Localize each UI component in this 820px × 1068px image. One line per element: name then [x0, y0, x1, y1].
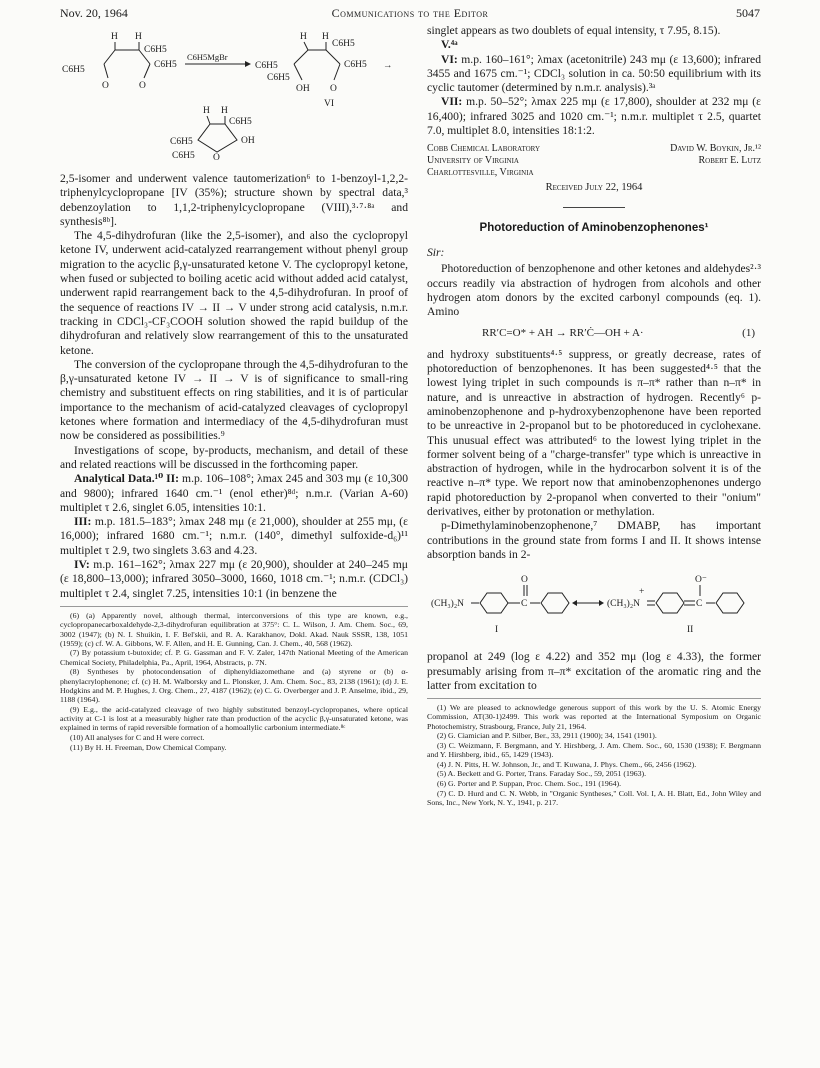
section-heading: Analytical Data.¹⁰	[74, 472, 164, 486]
received-date: Received July 22, 1964	[545, 182, 643, 194]
dimethylamino-group: (CH₃)₂N	[431, 599, 465, 610]
paragraph: Investigations of scope, by-products, mechanism, and detail of these and related reactions will be discussed in the forthcoming paper.	[60, 443, 408, 471]
oxide-anion: O⁻	[695, 575, 707, 586]
footnote: (6) G. Porter and P. Suppan, Proc. Chem. Soc., 191 (1964).	[437, 778, 622, 788]
analytical-data-IV	[60, 558, 408, 601]
footnote: (9) E.g., the acid-catalyzed cleavage of two highly substituted benzoyl-cyclopropanes, where optical activity at C-1 is lost at a measurably higher rate than production of the acyclic β,γ-unsaturated ketone, was explained in terms of rapid reversible formation of a homoallylic carbonium intermediate.⁸ᶜ	[60, 704, 408, 733]
compound-V	[427, 38, 761, 52]
footnote: (1) We are pleased to acknowledge generous support of this work by the U. S. Atomic Energy Commission, AT(30-1)2499. This work was reported at the International Symposium on Organic Photochemistry, Strasbourg, France, July 21, 1964.	[427, 703, 761, 731]
affiliation-line: Cobb Chemical Laboratory	[427, 143, 540, 155]
analytical-text: m.p. 181.5–183°; λmax 248 mμ (ε 21,000), shoulder at 255 mμ, (ε 16,000); infrared 1680 cm.⁻¹; n.m.r. (140°, dimethyl sulfoxide-d₆)¹¹ multiplet τ 2.9, two singlets 3.63 and 4.23.	[60, 515, 409, 557]
benzene-ring	[716, 593, 744, 613]
section-divider	[563, 207, 625, 208]
salutation: Sir:	[427, 245, 445, 259]
struct-phenyl: C6H5	[344, 60, 367, 70]
footnote: (8) Syntheses by photocondensation of diphenyldiazomethane and (a) styrene or (b) α-phenylacrylophenone; cf. (c) H. M. Walborsky and L. Plonsker, J. Am. Chem. Soc., 83, 2138 (1961); (d) J. E. Hodgkins and M. P. Hughes, J. Org. Chem., 27, 4187 (1962); (e) C. G. Overberger and J. P. Anselme, ibid., 29, 1188 (1964).	[60, 667, 408, 705]
carbanion-carbon: C	[696, 599, 703, 610]
struct-h: H	[111, 32, 118, 42]
affiliation-line: Charlottesville, Virginia	[427, 167, 534, 179]
footnote: (7) By potassium t-butoxide; cf. P. G. Gassman and F. V. Zaler, 147th National Meeting of the American Chemical Society, Philadelphia, Pa., April, 1964, Abstracts, p. 7N.	[60, 648, 408, 667]
resonance-arrow	[572, 600, 604, 606]
footnote: (11) By H. H. Freeman, Dow Chemical Company.	[70, 742, 227, 752]
quinoid-ring	[656, 593, 684, 613]
struct-phenyl: C6H5	[144, 45, 167, 55]
paragraph: propanol at 249 (log ε 4.22) and 352 mμ (log ε 4.33), the former presumably arising from π–π* excitation of the aromatic ring and the latter from excitation to	[427, 650, 761, 692]
footnotes-right	[427, 703, 761, 807]
footnote: (4) J. N. Pitts, H. W. Johnson, Jr., and T. Kuwana, J. Phys. Chem., 66, 2456 (1962).	[437, 759, 697, 769]
equation-number: (1)	[742, 327, 755, 340]
struct-h: H	[322, 32, 329, 42]
analytical-text: m.p. 50–52°; λmax 225 mμ (ε 17,800), shoulder at 232 mμ (ε 16,400); infrared 3025 and 1020 cm.⁻¹; n.m.r. multiplet τ 2.5, quartet 7.0, multiplet 8.0, intensities 18:1:2.	[427, 95, 761, 138]
footnote-divider	[427, 698, 761, 699]
struct-h: H	[203, 106, 210, 116]
footnote: (6) (a) Apparently novel, although thermal, interconversions of this type are known, e.g., cyclopropanecarboxaldehyde-2,3-dihydrofuran equilibration at 375°: C. L. Wilson, J. Am. Chem. Soc., 69, 3002 (1947); (b) N. I. Shuikin, I. F. Bel'skii, and R. A. Karakhanov, Dokl. Akad. Nauk SSSR, 138, 1051 (1959); (c) cf. W. A. Gibbons, W. F. Allen, and H. E. Gunning, Can. J. Chem., 40, 568 (1962).	[60, 610, 408, 648]
compound-VI-structure	[255, 32, 393, 109]
reaction-scheme	[60, 24, 408, 172]
equation-text: RR′C=O* + AH → RR′Ċ—OH + A·	[482, 327, 644, 340]
analytical-data-VII	[427, 95, 761, 138]
struct-phenyl: C6H5	[267, 73, 290, 83]
footnote-divider	[60, 606, 408, 607]
analytical-text: m.p. 106–108°; λmax 245 and 303 mμ (ε 10,300 and 9800); infrared 1640 cm.⁻¹ (enol ether)⁸ᵈ; n.m.r. (Varian A-60) multiplet τ 2.6, singlet 6.05, intensities 10:1.	[60, 472, 408, 514]
compound-label: III:	[74, 515, 92, 529]
affiliation	[427, 143, 540, 179]
analytical-data-III	[60, 515, 408, 558]
benzene-ring	[541, 593, 569, 613]
equilibrium-arrow: →	[383, 61, 393, 71]
resonance-structures	[427, 562, 761, 650]
struct-oxygen: O	[139, 81, 146, 91]
compound-label-VI: VI	[324, 99, 335, 109]
benzene-ring	[480, 593, 508, 613]
struct-h: H	[300, 32, 307, 42]
paragraph: Photoreduction of benzophenone and other ketones and aldehydes²·³ occurs readily via abstraction of hydrogen from alcohols and other hydrogen atom donors by the excited carbonyl compounds (eq. 1). Amino	[427, 262, 761, 319]
struct-phenyl: C6H5	[172, 151, 195, 161]
right-column	[427, 24, 761, 807]
compound-label: IV:	[74, 558, 90, 572]
journal-section: Communications to the Editor	[331, 6, 489, 20]
form-label-II: II	[687, 625, 694, 636]
paragraph: 2,5-isomer and underwent valence tautomerization⁶ to 1-benzoyl-1,2,2-triphenylcyclopropane [IV (35%); structure shown by spectral data,³ debenzoylation to 1,1,2-triphenylcyclopropane (VIII),³·⁷·⁸ᵃ and synthesis⁸ᵇ].	[60, 172, 408, 228]
positive-charge: +	[639, 587, 645, 598]
compound-label: II:	[166, 472, 180, 486]
running-header	[60, 6, 760, 24]
struct-phenyl: C6H5	[229, 117, 252, 127]
cyclic-tautomer-structure	[170, 106, 255, 163]
paragraph: and hydroxy substituents⁴·⁵ suppress, or greatly decrease, rates of photoreduction of benzophenones. It has been suggested⁴·⁵ that the lowest lying triplet in such compounds is π–π* rather than n–π* in nature, and is unreactive in abstraction of hydrogen. Recently⁶ p-aminobenzophenone and p-hydroxybenzophenone have been reported to be unreactive in 2-propanol but to be photoreduced in cyclohexane. This unusual effect was attributed⁶ to the lowest lying triplet in the former solvent being of a "charge-transfer" type which is unreactive in abstraction of hydrogen, while in the hydrocarbon solvent it is of the reactive n–π* type. We report now that aminobenzophenones undergo rapid photoreduction by 2-propanol when converted to their "onium" derivatives, either by protonation or methylation.	[427, 347, 761, 519]
article-title: Photoreduction of Aminobenzophenones¹	[479, 221, 709, 234]
author-name: David W. Boykin, Jr.¹²	[670, 143, 761, 155]
compound-label: VII:	[441, 95, 463, 109]
struct-phenyl: C6H5	[154, 60, 177, 70]
struct-hydroxyl: OH	[241, 136, 255, 146]
signature-block	[427, 143, 761, 179]
left-column	[60, 24, 408, 752]
form-II-structure	[607, 575, 744, 635]
form-I-structure	[431, 575, 569, 635]
page-number: 5047	[736, 6, 760, 20]
form-label-I: I	[495, 625, 499, 636]
compound-label: V.⁴ᵃ	[441, 38, 458, 52]
struct-phenyl: C6H5	[62, 65, 85, 75]
struct-oxygen: O	[213, 153, 220, 163]
equation-1	[427, 319, 761, 347]
carbonyl-oxygen: O	[521, 575, 528, 586]
footnote: (2) G. Ciamician and P. Silber, Ber., 33, 2911 (1900); 34, 1541 (1901).	[437, 731, 657, 741]
author-name: Robert E. Lutz	[698, 155, 761, 167]
authors	[670, 143, 761, 179]
footnotes-left	[60, 611, 408, 752]
struct-oxygen: O	[330, 84, 337, 94]
compound-label: VI:	[441, 52, 458, 66]
analytical-text: m.p. 161–162°; λmax 227 mμ (ε 20,900), shoulder at 240–245 mμ (ε 18,800–13,000); infrared 3050–3000, 1660, 1018 cm.⁻¹; n.m.r. (CDCl₃) multiplet τ 2.4, singlet 7.25, intensities 10:1 (in benzene the	[60, 558, 409, 600]
struct-oxygen: O	[102, 81, 109, 91]
affiliation-line: University of Virginia	[427, 155, 519, 167]
analytical-data-II	[60, 472, 408, 515]
analytical-text: m.p. 160–161°; λmax (acetonitrile) 243 mμ (ε 13,600); infrared 3455 and 1675 cm.⁻¹; CDCl₃ solution in ca. 50:50 equilibrium with its cyclic tautomer (determined by n.m.r. analysis).³ᵃ	[427, 52, 761, 95]
issue-date: Nov. 20, 1964	[60, 6, 128, 20]
dihydrofuran-diketone-structure	[62, 32, 177, 91]
footnote: (10) All analyses for C and H were correct.	[70, 732, 205, 742]
struct-hydroxyl: OH	[296, 84, 310, 94]
paragraph: singlet appears as two doublets of equal intensity, τ 7.95, 8.15).	[427, 24, 721, 37]
dimethyliminium-group: (CH₃)₂N	[607, 599, 641, 610]
footnote: (5) A. Beckett and G. Porter, Trans. Faraday Soc., 59, 2051 (1963).	[437, 769, 647, 779]
struct-phenyl: C6H5	[332, 39, 355, 49]
footnote: (7) C. D. Hurd and C. N. Webb, in "Organic Syntheses," Coll. Vol. I, A. H. Blatt, Ed., John Wiley and Sons, Inc., New York, N. Y., 1941, p. 217.	[427, 788, 761, 807]
struct-h: H	[135, 32, 142, 42]
struct-phenyl: C6H5	[170, 137, 193, 147]
grignard-reagent: C6H5MgBr	[187, 52, 228, 62]
analytical-data-VI	[427, 53, 761, 96]
paragraph: The conversion of the cyclopropane through the 4,5-dihydrofuran to the β,γ-unsaturated ketone IV → II → V is of significance to small-ring chemistry and substituent effects on ring stabilities, and it is of particular importance to the mechanism of acid-catalyzed cleavages of cyclopropyl ketones where formation and intermediacy of the 4,5-dihydrofuran must now be considered as possibilities.⁹	[60, 357, 408, 443]
struct-phenyl: C6H5	[255, 61, 278, 71]
struct-h: H	[221, 106, 228, 116]
paragraph: p-Dimethylaminobenzophenone,⁷ DMABP, has important contributions in the ground state from forms I and II. It shows intense absorption bands in 2-	[427, 519, 761, 561]
paragraph: The 4,5-dihydrofuran (like the 2,5-isomer), and also the cyclopropyl ketone IV, underwent acid-catalyzed rearrangement without phenyl group migration to the acyclic β,γ-unsaturated ketone V. The cyclopropyl ketone, when fused or subjected to boiling acetic acid without added acid catalyst, underwent rapid rearrangement back to the 4,5-dihydrofuran. In proof of the sequence of reactions IV → II → V under strong acid catalysis, n.m.r. tracking in CDCl₃-CF₃COOH solution showed the rapid buildup of the dihydrofuran and relatively slow rearrangement of this to the unsaturated ketone.	[60, 229, 408, 357]
footnote: (3) C. Weizmann, F. Bergmann, and Y. Hirshberg, J. Am. Chem. Soc., 60, 1530 (1938); F. Bergmann and Y. Hirshberg, ibid., 65, 1429 (1943).	[427, 740, 761, 760]
carbonyl-carbon: C	[521, 599, 528, 610]
